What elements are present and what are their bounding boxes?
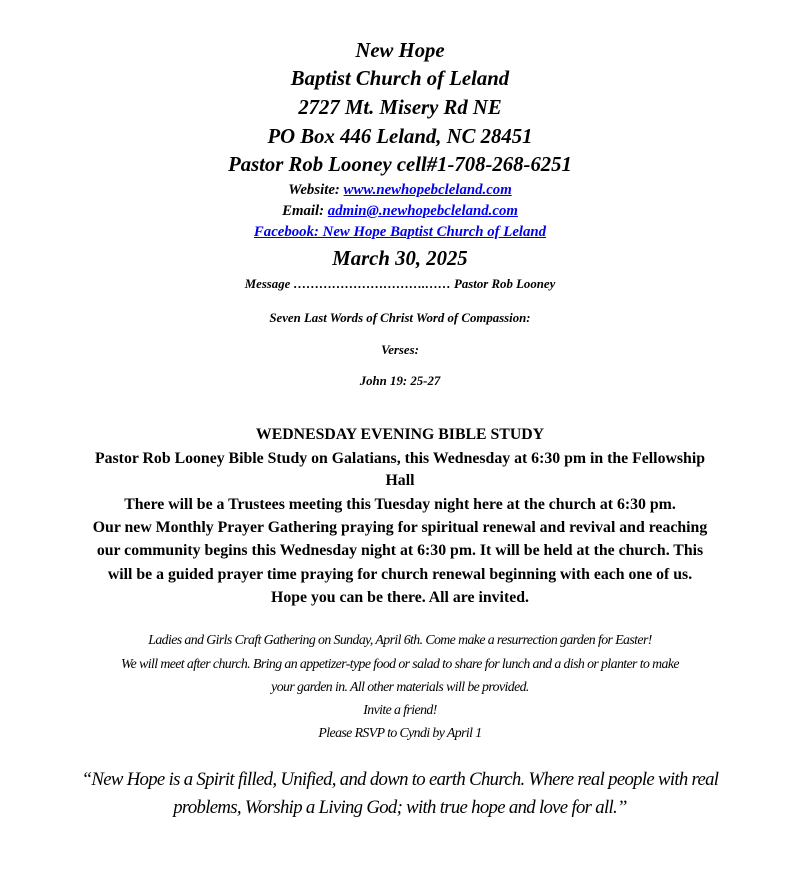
prayer-gathering-line-4: Hope you can be there. All are invited. [271,589,529,606]
trustees-meeting: There will be a Trustees meeting this Tuesday night here at the church at 6:30 pm. [124,496,676,513]
craft-gathering-line-1: Ladies and Girls Craft Gathering on Sunday, April 6th. Come make a resurrection garden for Easter! [148,633,652,648]
church-name-line-2: Baptist Church of Leland [290,66,510,90]
website-link[interactable]: www.newhopebcleland.com [343,182,512,198]
craft-gathering-line-2: We will meet after church. Bring an appetizer-type food or salad to share for lunch and a dish or planter to make [121,657,679,672]
bible-study-heading: WEDNESDAY EVENING BIBLE STUDY [255,426,545,443]
facebook-link[interactable]: Facebook: New Hope Baptist Church of Leland [253,224,547,240]
church-street-address: 2727 Mt. Misery Rd NE [298,95,502,119]
message-line: Message ………………………….…… Pastor Rob Looney [244,276,556,291]
prayer-gathering-line-3: will be a guided prayer time praying for church renewal beginning with each one of us. [107,566,693,583]
church-motto-line-1: “New Hope is a Spirit filled, Unified, and down to earth Church. Where real people with real [81,769,719,790]
email-line [5,201,795,221]
scripture-reference: John 19: 25-27 [359,373,441,388]
church-po-box: PO Box 446 Leland, NC 28451 [267,124,533,148]
bible-study-line-2: Hall [385,472,415,489]
facebook-line [5,222,795,242]
church-motto-line-2: problems, Worship a Living God; with true hope and love for all.” [173,797,627,818]
sermon-title: Seven Last Words of Christ Word of Compassion: [269,310,531,325]
prayer-gathering-line-1: Our new Monthly Prayer Gathering praying for spiritual renewal and revival and reaching [92,519,708,536]
bible-study-line-1: Pastor Rob Looney Bible Study on Galatians, this Wednesday at 6:30 pm in the Fellowship [94,450,705,467]
verses-label: Verses: [381,342,419,357]
craft-gathering-line-4: Invite a friend! [363,703,437,718]
craft-gathering-line-3: your garden in. All other materials will be provided. [271,680,529,695]
email-link[interactable]: admin@.newhopebcleland.com [327,203,518,219]
craft-gathering-line-5: Please RSVP to Cyndi by April 1 [318,726,482,741]
pastor-contact: Pastor Rob Looney cell#1-708-268-6251 [228,152,572,176]
church-name-line-1: New Hope [355,38,445,62]
website-label: Website: [288,182,344,198]
website-line [5,180,795,200]
email-label: Email: [282,203,328,219]
prayer-gathering-line-2: our community begins this Wednesday night at 6:30 pm. It will be held at the church. This [96,542,704,559]
bulletin-date: March 30, 2025 [332,246,468,270]
